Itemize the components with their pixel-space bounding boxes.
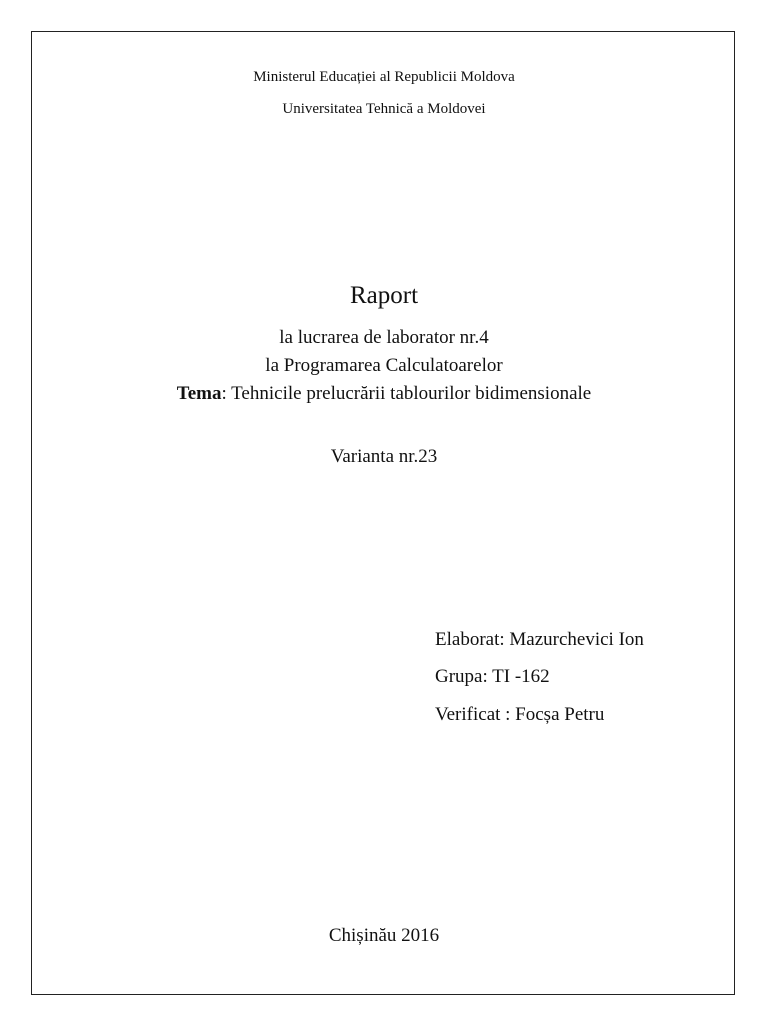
course-line: la Programarea Calculatoarelor <box>265 355 503 376</box>
lab-line: la lucrarea de laborator nr.4 <box>279 327 489 348</box>
variant-line: Varianta nr.23 <box>330 446 438 467</box>
theme-label: Tema <box>176 383 222 404</box>
page-border <box>31 31 735 995</box>
author-line: Elaborat: Mazurchevici Ion <box>435 629 644 650</box>
theme-line <box>0 383 768 405</box>
ministry-header: Ministerul Educației al Republicii Moldova <box>253 69 515 85</box>
checked-by-line: Verificat : Focșa Petru <box>435 704 605 725</box>
group-line: Grupa: TI -162 <box>435 666 550 687</box>
university-header: Universitatea Tehnică a Moldovei <box>282 101 486 117</box>
place-year: Chișinău 2016 <box>328 925 440 946</box>
report-title: Raport <box>349 282 419 309</box>
theme-text: : Tehnicile prelucrării tablourilor bidimensionale <box>221 383 592 404</box>
